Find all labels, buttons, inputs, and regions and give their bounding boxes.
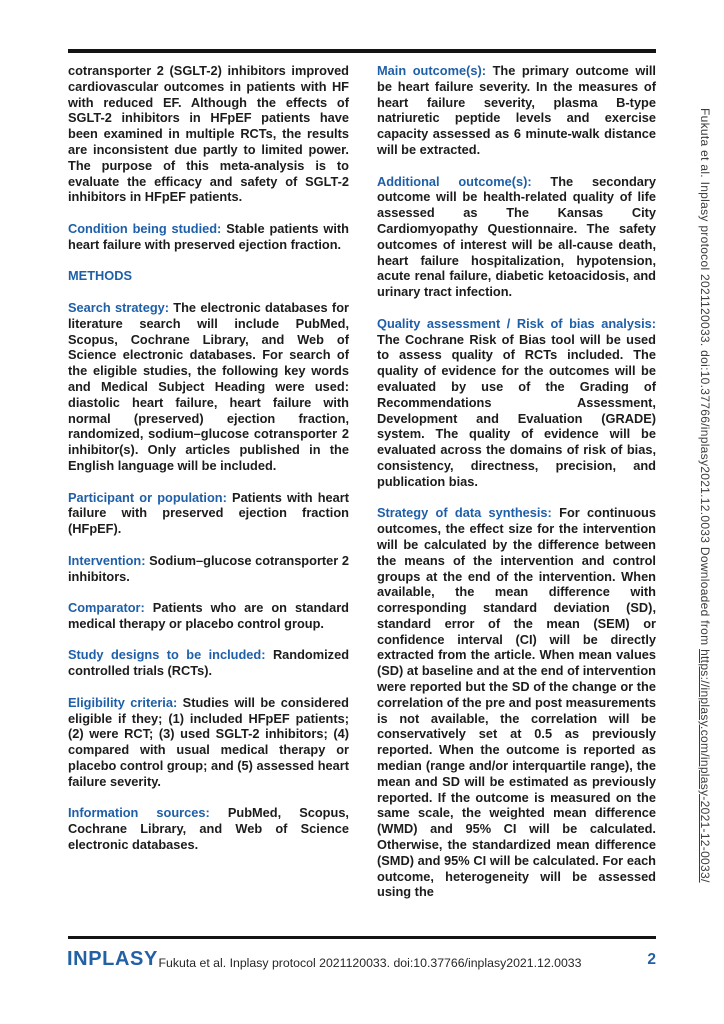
strategy-synthesis-label: Strategy of data synthesis:	[377, 505, 552, 521]
sidebar-citation-text: Fukuta et al. Inplasy protocol 2021120033. doi:10.37766/inplasy2021.12.0033 Downloaded from	[698, 108, 712, 650]
comparator-text: Patients who are on standard medical therapy or placebo control group.	[68, 600, 350, 631]
methods-heading: METHODS	[68, 268, 132, 284]
inplasy-logo: INPLASY	[67, 948, 158, 970]
intervention-text: Sodium–glucose cotransporter 2 inhibitors.	[68, 552, 349, 584]
search-strategy-label: Search strategy:	[68, 299, 170, 315]
intervention-paragraph	[68, 553, 349, 585]
information-sources-text: PubMed, Scopus, Cochrane Library, and Web of Science electronic databases.	[68, 805, 349, 853]
search-strategy-paragraph	[68, 300, 349, 474]
intro-paragraph	[68, 63, 349, 205]
main-outcome-paragraph	[377, 63, 656, 158]
condition-label: Condition being studied:	[68, 220, 222, 236]
right-column	[377, 63, 656, 900]
study-designs-paragraph	[68, 647, 349, 679]
footer-citation: Fukuta et al. Inplasy protocol 2021120033. doi:10.37766/inplasy2021.12.0033	[158, 956, 582, 970]
condition-text: Stable patients with heart failure with preserved ejection fraction.	[68, 220, 349, 252]
page-number: 2	[647, 951, 656, 968]
eligibility-label: Eligibility criteria:	[68, 694, 178, 710]
intro-text: cotransporter 2 (SGLT-2) inhibitors improved cardiovascular outcomes in patients with HF with reduced EF. Although the effects of SGLT-2 inhibitors in HFpEF patients have been examined in multiple RCTs, the results are inconsistent due partly to limited power. The purpose of this meta-analysis is to evaluate the efficacy and safety of SGLT-2 inhibitors in HFpEF patients.	[68, 63, 349, 205]
quality-assessment-text: The Cochrane Risk of Bias tool will be used to assess quality of RCTs included. The quality of evidence for the outcomes will be evaluated by use of the Grading of Recommendations Assessment, Development and Evaluation (GRADE) system. The quality of evidence will be evaluated across the domains of risk of bias, consistency, directness, precision, and publication bias.	[377, 331, 656, 489]
quality-assessment-paragraph	[377, 316, 656, 490]
information-sources-paragraph	[68, 805, 349, 852]
strategy-synthesis-paragraph	[377, 505, 656, 900]
sidebar-download-link[interactable]: https://inplasy.com/inplasy-2021-12-0033/	[698, 649, 712, 883]
study-designs-label: Study designs to be included:	[68, 647, 266, 663]
footer-rule	[68, 936, 656, 939]
main-outcome-text: The primary outcome will be heart failure severity. In the measures of heart failure severity, plasma B-type natriuretic peptide levels and exercise capacity assessed as 6 minute-walk distance will be extracted.	[377, 63, 656, 157]
strategy-synthesis-text: For continuous outcomes, the effect size for the intervention will be calculated by the difference between the means of the intervention and control groups at the end of the intervention. When available, the mean difference with corresponding standard deviation (SD), standard error of the mean (SEM) or confidence interval (CI) will be directly extracted from the article. When mean values (SD) at baseline and at the end of intervention were reported but the SD of the change or the correlation of the pre and post measurements is not available, the correlation will be conservatively set at 0.5 as previously reported. When the outcome is reported as median (range and/or interquartile range), the mean and SD will be estimated as previously reported. If the outcome is measured on the same scale, the weighted mean difference (WMD) and 95% CI will be calculated. Otherwise, the standardized mean difference (SMD) and 95% CI will be calculated. For each outcome, heterogeneity will be assessed using the	[377, 505, 656, 900]
sidebar-citation	[698, 108, 712, 883]
additional-outcome-paragraph	[377, 174, 656, 300]
eligibility-paragraph	[68, 695, 349, 790]
intervention-label: Intervention:	[68, 552, 146, 568]
quality-assessment-label: Quality assessment / Risk of bias analysis:	[377, 315, 656, 331]
top-rule	[68, 49, 656, 53]
additional-outcome-text: The secondary outcome will be health-related quality of life assessed as The Kansas City Cardiomyopathy Questionnaire. The safety outcomes of interest will be all-cause death, heart failure hospitalization, hypotension, acute renal failure, diabetic ketoacidosis, and urinary tract infection.	[377, 173, 656, 300]
information-sources-label: Information sources:	[68, 805, 210, 821]
left-column	[68, 63, 349, 853]
eligibility-text: Studies will be considered eligible if they; (1) included HFpEF patients; (2) were RCT; (3) used SGLT-2 inhibitors; (4) compared with usual medical therapy or placebo control group; and (5) assessed heart failure severity.	[68, 694, 349, 789]
study-designs-text: Randomized controlled trials (RCTs).	[68, 647, 350, 679]
participant-label: Participant or population:	[68, 489, 227, 505]
participant-text: Patients with heart failure with preserved ejection fraction (HFpEF).	[68, 489, 349, 537]
comparator-label: Comparator:	[68, 600, 145, 616]
main-outcome-label: Main outcome(s):	[377, 63, 486, 78]
condition-paragraph	[68, 221, 349, 253]
additional-outcome-label: Additional outcome(s):	[377, 173, 532, 189]
participant-paragraph	[68, 490, 349, 537]
comparator-paragraph	[68, 600, 349, 632]
search-strategy-text: The electronic databases for literature search will include PubMed, Scopus, Cochrane Library, and Web of Science electronic databases. For search of the eligible studies, the following key words and Medical Subject Heading were used: diastolic heart failure, heart failure with normal (preserved) ejection fraction, randomized, sodium–glucose cotransporter 2 inhibitor(s). Only articles published in the English language will be included.	[68, 299, 349, 473]
